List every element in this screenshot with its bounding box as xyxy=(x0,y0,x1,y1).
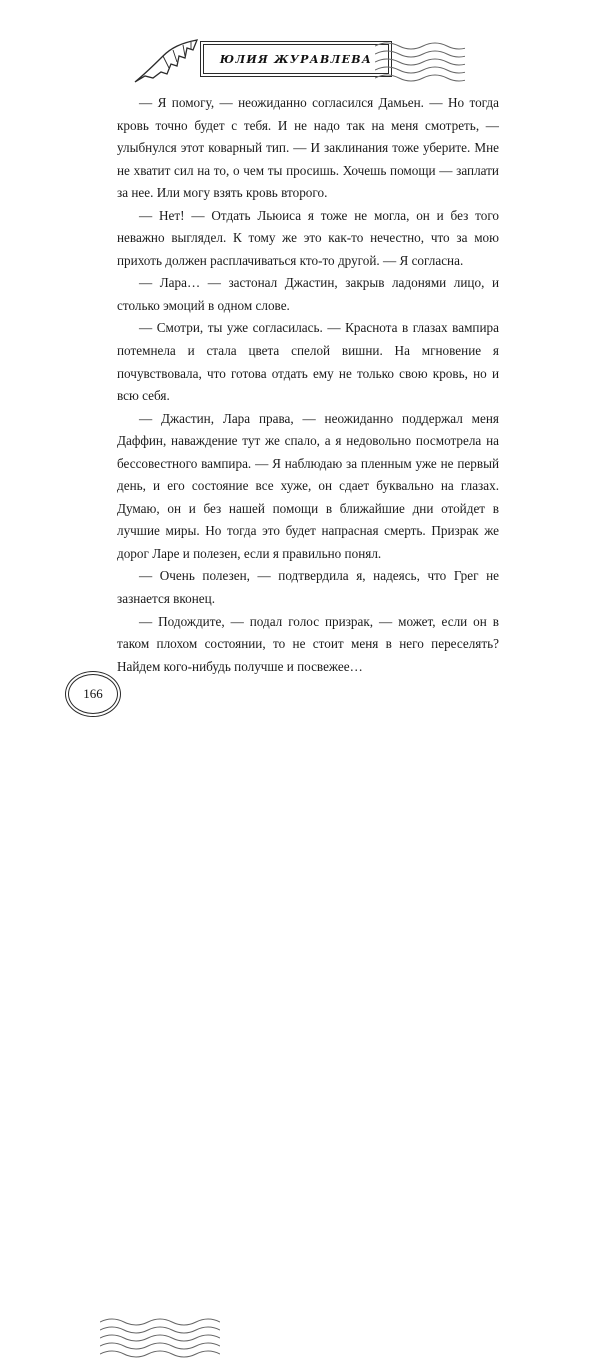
paragraph: — Подождите, — подал голос призрак, — может, если он в таком плохом состоянии, то не стоит меня в него переселять? Найдем кого-нибудь получше и посвежее… xyxy=(117,613,499,674)
body-text xyxy=(117,92,499,678)
page-number: 166 xyxy=(83,686,103,701)
paragraph: — Лара… — застонал Джастин, закрыв ладонями лицо, и столько эмоций в одном слове. xyxy=(117,275,499,313)
author-name: ЮЛИЯ ЖУРАВЛЕВА xyxy=(219,52,373,66)
paragraph: — Смотри, ты уже согласилась. — Краснота в глазах вампира потемнела и стала цвета спелой вишни. На мгновение я почувствовала, что готова отдать ему не только свою кровь, но и всю себя. xyxy=(117,320,499,404)
paragraph: — Я помогу, — неожиданно согласился Дамьен. — Но тогда кровь точно будет с тебя. И не надо так на меня смотреть, — улыбнулся этот коварный тип. — И заклинания тоже уберите. Мне не хватит сил на то, о чем ты просишь. Хочешь помощи — заплати за нее. Или могу взять кровь второго. xyxy=(117,95,499,201)
postmark-lines-icon xyxy=(100,1300,220,1370)
paragraph: — Очень полезен, — подтвердила я, надеясь, что Грег не зазнается вконец. xyxy=(117,568,499,607)
postmark-lines-icon xyxy=(375,36,465,86)
page-footer xyxy=(0,640,600,750)
author-box xyxy=(203,44,389,74)
page-number-badge xyxy=(65,671,121,717)
bat-wing-icon xyxy=(133,38,199,84)
paragraph: — Джастин, Лара права, — неожиданно поддержал меня Даффин, наваждение тут же спало, а я недовольно посмотрела на бессовестного вампира. — Я наблюдаю за пленным уже не первый день, и его состояние все хуже, он сдает буквально на глазах. Думаю, он и без нашей помощи в ближайшие дни отойдет в лучшие миры. Но тогда это будет напрасная смерть. Призрак же дорог Ларе и полезен, если я правильно понял. xyxy=(117,410,499,561)
paragraph: — Нет! — Отдать Льюиса я тоже не могла, он и без того неважно выглядел. К тому же это как-то нечестно, что за мою прихоть должен расплачиваться кто-то другой. — Я согласна. xyxy=(117,207,499,268)
